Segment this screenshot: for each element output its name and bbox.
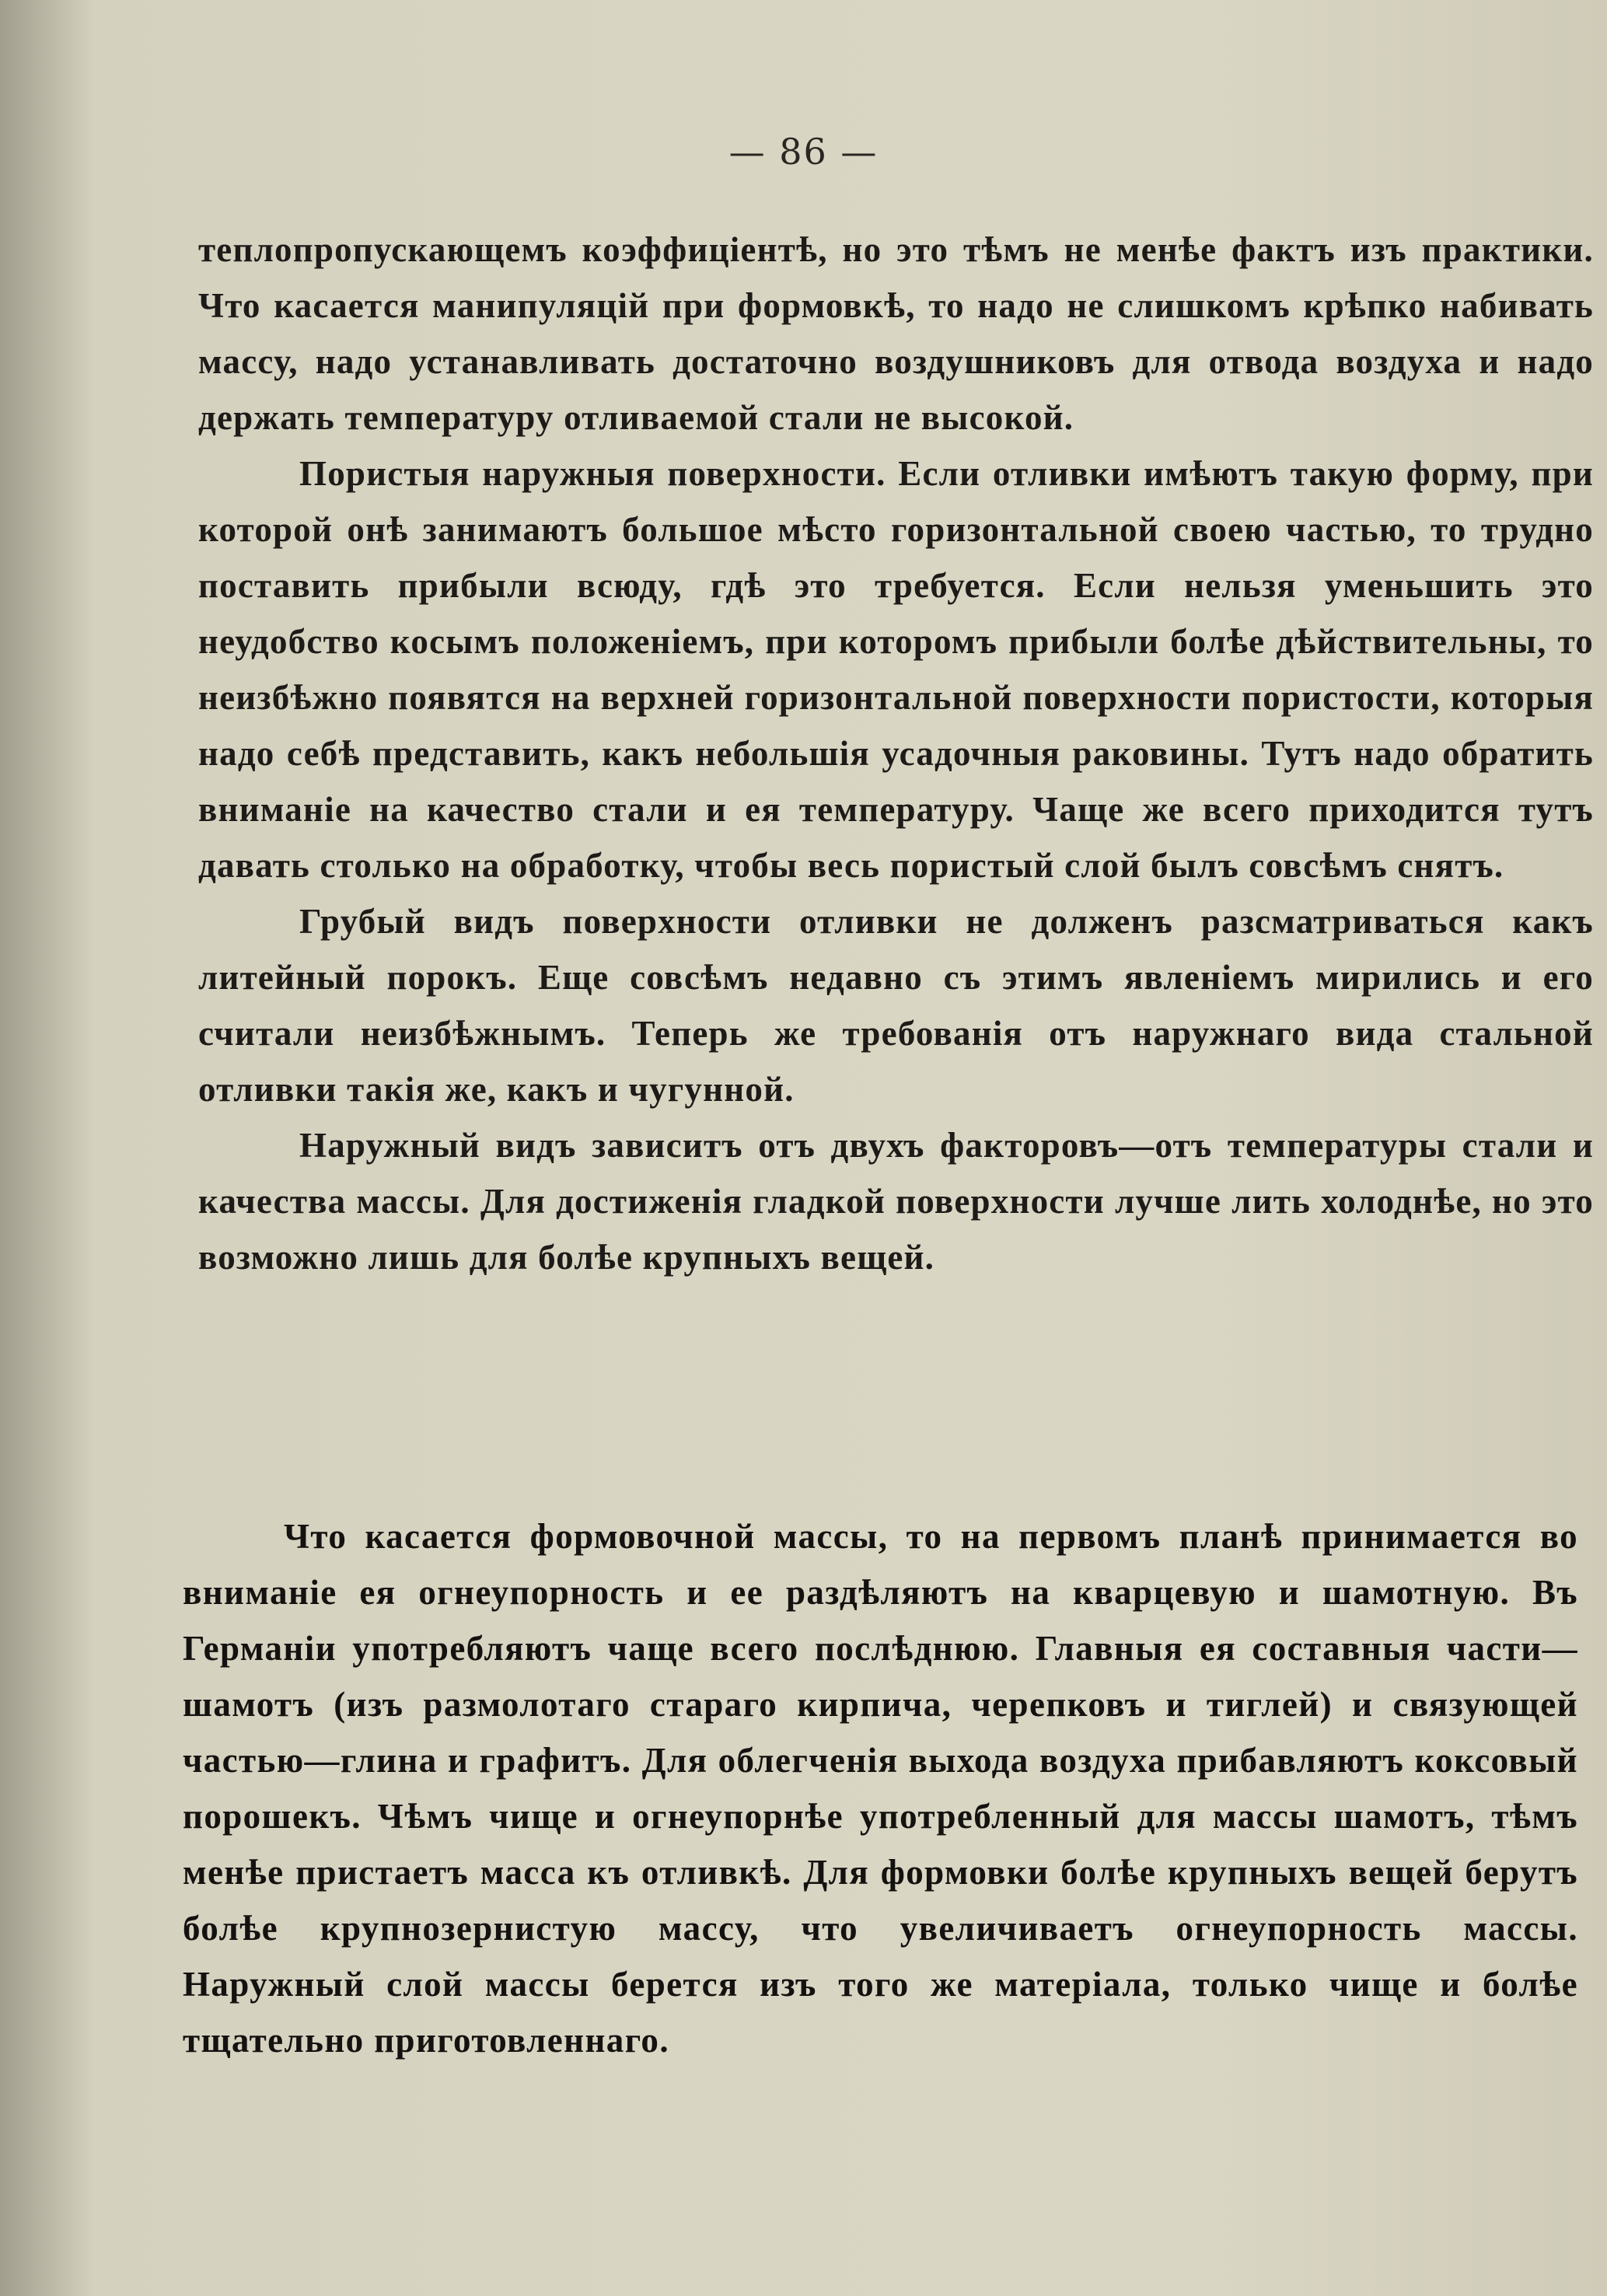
paragraph-molding-mass: Что касается формовочной массы, то на первомъ планѣ принимается во вниманіе ея огнеупорность и ее раздѣляютъ на кварцевую и шамотную. Въ Германіи употребляютъ чаще всего послѣднюю. Главныя ея составныя части—шамотъ (изъ размолотаго стараго кирпича, черепковъ и тиглей) и связующей частью—глина и графитъ. Для облегченія выхода воздуха прибавляютъ коксовый порошекъ. Чѣмъ чище и огнеупорнѣе употребленный для массы шамотъ, тѣмъ менѣе пристаетъ масса къ отливкѣ. Для формовки болѣе крупныхъ вещей берутъ болѣе крупнозернистую массу, что увеличиваетъ огнеупорность массы. Наружный слой массы берется изъ того же матеріала, только чище и болѣе тщательно приготовленнаго. [183,1517,1578,2060]
page-number: — 86 — [728,131,879,173]
paragraph-rough-surface: Грубый видъ поверхности отливки не долженъ разсматриваться какъ литейный порокъ. Еще совсѣмъ недавно съ этимъ явленіемъ мирились и его считали неизбѣжнымъ. Теперь же требованія отъ наружнаго вида стальной отливки такія же, какъ и чугунной. [198,902,1594,1109]
text-block-lower [183,1508,1578,2068]
page-edge-shadow [0,0,93,2296]
text-block-upper [198,222,1594,1285]
paragraph-porous-surfaces: Пористыя наружныя поверхности. Если отливки имѣютъ такую форму, при которой онѣ занимаютъ большое мѣсто горизонтальной своею частью, то трудно поставить прибыли всюду, гдѣ это требуется. Если нельзя уменьшить это неудобство косымъ положеніемъ, при которомъ прибыли болѣе дѣйствительны, то неизбѣжно появятся на верхней горизонтальной поверхности пористости, которыя надо себѣ представить, какъ небольшія усадочныя раковины. Тутъ надо обратить вниманіе на качество стали и ея температуру. Чаще же всего приходится тутъ давать столько на обработку, чтобы весь пористый слой былъ совсѣмъ снятъ. [198,454,1594,885]
paragraph-continuation: теплопропускающемъ коэффиціентѣ, но это тѣмъ не менѣе фактъ изъ практики. Что касается манипуляцій при формовкѣ, то надо не слишкомъ крѣпко набивать массу, надо устанавливать достаточно воздушниковъ для отвода воздуха и надо держать температуру отливаемой стали не высокой. [198,230,1594,437]
paragraph-external-appearance: Наружный видъ зависитъ отъ двухъ факторовъ—отъ температуры стали и качества массы. Для достиженія гладкой поверхности лучше лить холоднѣе, но это возможно лишь для болѣе крупныхъ вещей. [198,1126,1594,1277]
